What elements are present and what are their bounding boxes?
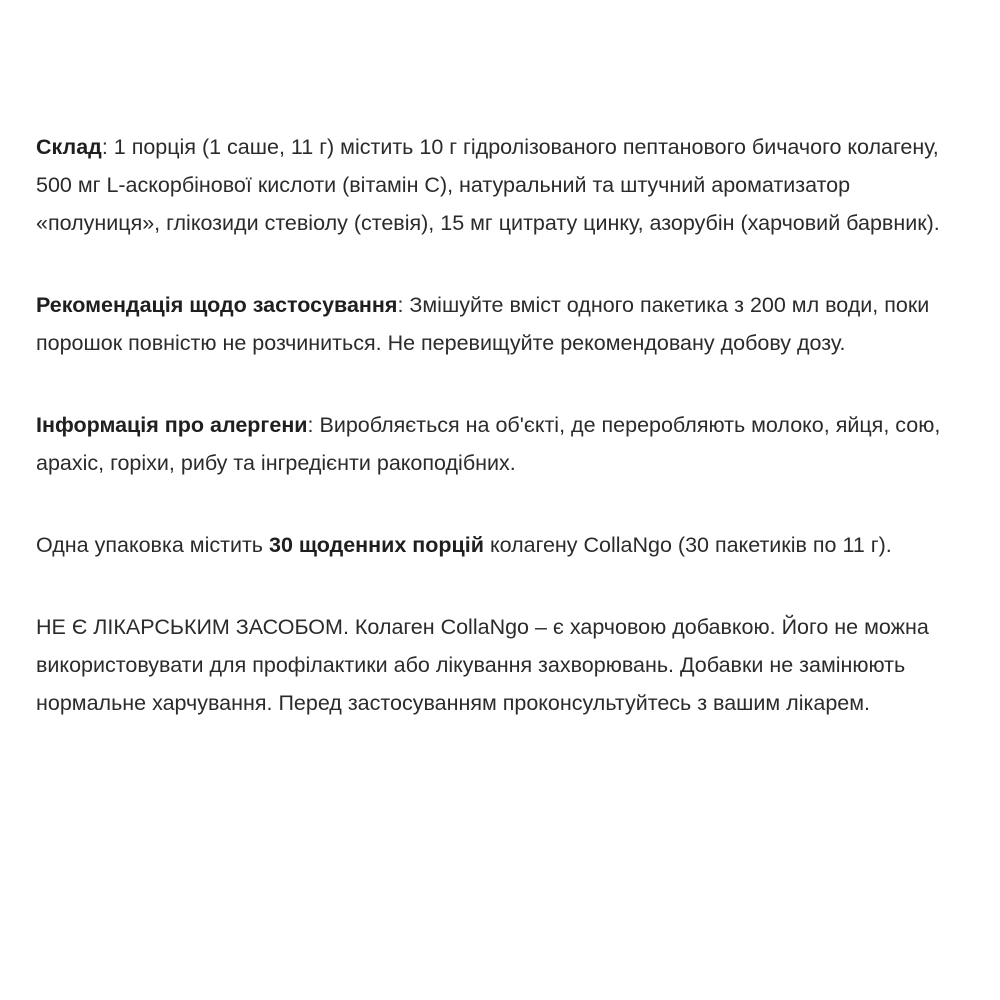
allergens-label: Інформація про алергени [36, 413, 308, 437]
package-paragraph [36, 526, 971, 564]
package-prefix: Одна упаковка містить [36, 533, 269, 557]
usage-text: : Змішуйте вміст одного пакетика з 200 мл води, поки порошок повністю не розчиниться. Не перевищуйте рекомендовану добову дозу. [36, 293, 930, 355]
disclaimer-text: НЕ Є ЛІКАРСЬКИМ ЗАСОБОМ. Колаген CollaNgo – є харчовою добавкою. Його не можна використовувати для профілактики або лікування захворювань. Добавки не замінюють нормальне харчування. Перед застосуванням проконсультуйтесь з вашим лікарем. [36, 615, 929, 715]
composition-text: : 1 порція (1 саше, 11 г) містить 10 г гідролізованого пептанового бичачого колагену, 500 мг L-аскорбінової кислоти (вітамін С), натуральний та штучний ароматизатор «полуниця», глікозиди стевіолу (стевія), 15 мг цитрату цинку, азорубін (харчовий барвник). [36, 135, 940, 235]
composition-label: Склад [36, 135, 102, 159]
allergens-paragraph [36, 406, 971, 482]
package-highlight: 30 щоденних порцій [268, 533, 484, 557]
product-description [36, 128, 971, 722]
allergens-text: : Виробляється на об'єкті, де переробляють молоко, яйця, сою, арахіс, горіхи, рибу та інгредієнти ракоподібних. [36, 413, 941, 475]
package-suffix: колагену CollaNgo (30 пакетиків по 11 г). [483, 533, 892, 557]
disclaimer-paragraph [36, 608, 971, 722]
composition-paragraph [36, 128, 971, 242]
usage-label: Рекомендація щодо застосування [36, 293, 398, 317]
usage-paragraph [36, 286, 971, 362]
